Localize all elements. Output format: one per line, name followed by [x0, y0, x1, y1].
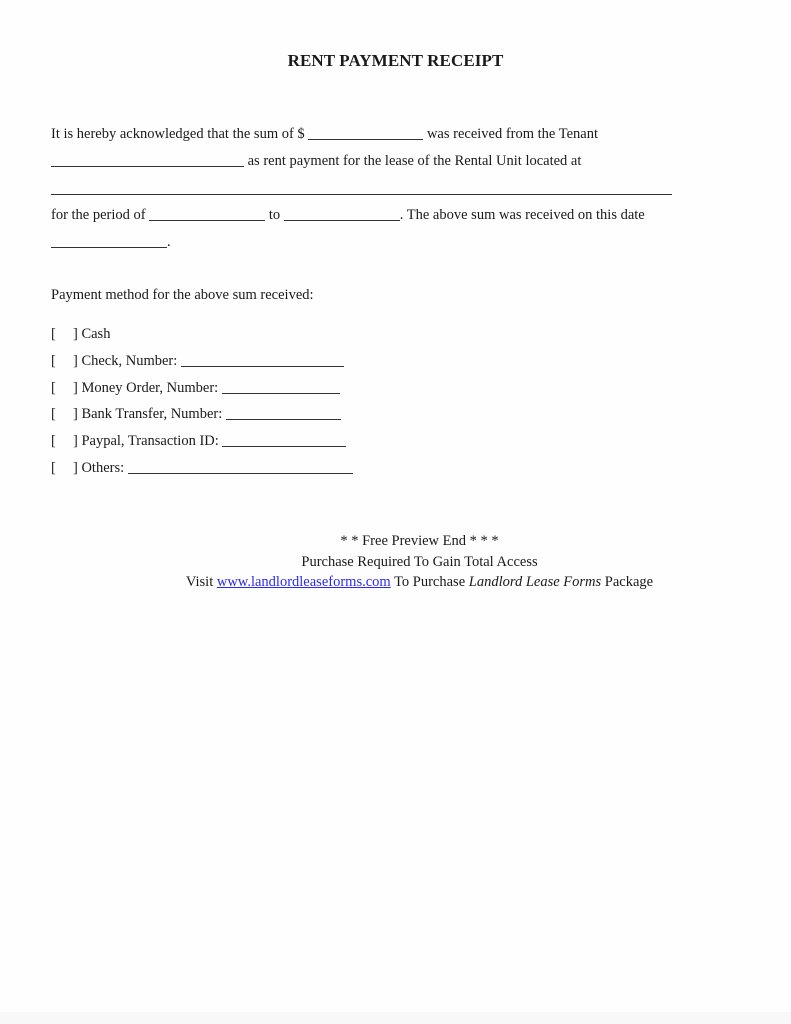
payment-method-heading: Payment method for the above sum received: — [51, 287, 314, 303]
others-blank[interactable] — [128, 459, 353, 474]
payment-option-others — [51, 459, 353, 477]
visit-text: Visit — [185, 574, 214, 590]
document-title: RENT PAYMENT RECEIPT — [287, 51, 504, 70]
sum-amount-blank[interactable] — [308, 125, 423, 140]
checkbox-bracket[interactable]: [ — [51, 380, 56, 396]
rent-payment-text: as rent payment for the lease of the Rental Unit located at — [247, 153, 582, 169]
package-text: Package — [604, 574, 654, 590]
period-end-blank[interactable] — [284, 206, 400, 221]
checkbox-bracket[interactable]: [ — [51, 353, 56, 369]
period-punctuation: . — [167, 234, 171, 250]
preview-end-notice: * * Free Preview End * * * — [340, 533, 499, 549]
payment-option-label: ] Money Order, Number: — [73, 380, 219, 396]
payment-option-cash — [51, 325, 110, 343]
payment-option-label: ] Bank Transfer, Number: — [73, 406, 223, 422]
period-of-text: for the period of — [51, 207, 146, 223]
bank-transfer-number-blank[interactable] — [226, 405, 341, 420]
payment-option-bank-transfer — [51, 405, 341, 423]
purchase-link-line — [0, 572, 791, 592]
landlord-lease-forms-link[interactable]: www.landlordleaseforms.com — [216, 574, 391, 590]
paragraph-line-4 — [51, 206, 645, 224]
checkbox-bracket[interactable]: [ — [51, 406, 56, 422]
package-name: Landlord Lease Forms — [468, 574, 602, 590]
to-text: to — [268, 207, 281, 223]
checkbox-bracket[interactable]: [ — [51, 460, 56, 476]
payment-option-label: ] Cash — [73, 326, 111, 342]
sum-intro-text: It is hereby acknowledged that the sum of $ — [51, 126, 305, 142]
check-number-blank[interactable] — [181, 352, 344, 367]
paragraph-line-2 — [51, 152, 581, 170]
paypal-transaction-id-blank[interactable] — [222, 432, 346, 447]
page-bottom-edge — [0, 1012, 791, 1024]
payment-option-paypal — [51, 432, 346, 450]
paragraph-line-1 — [51, 125, 598, 143]
purchase-required-notice: Purchase Required To Gain Total Access — [301, 554, 538, 570]
period-start-blank[interactable] — [149, 206, 265, 221]
payment-option-label: ] Paypal, Transaction ID: — [73, 433, 219, 449]
money-order-number-blank[interactable] — [222, 379, 340, 394]
checkbox-bracket[interactable]: [ — [51, 433, 56, 449]
to-purchase-text: To Purchase — [394, 574, 466, 590]
checkbox-bracket[interactable]: [ — [51, 326, 56, 342]
received-date-blank[interactable] — [51, 233, 167, 248]
paragraph-line-5 — [51, 233, 171, 251]
payment-option-check — [51, 352, 344, 370]
payment-option-label: ] Check, Number: — [73, 353, 178, 369]
tenant-name-blank[interactable] — [51, 152, 244, 167]
payment-option-label: ] Others: — [73, 460, 125, 476]
received-from-text: was received from the Tenant — [426, 126, 598, 142]
rental-unit-address-blank[interactable] — [51, 194, 672, 195]
payment-option-money-order — [51, 379, 340, 397]
received-date-text: . The above sum was received on this date — [399, 207, 645, 223]
